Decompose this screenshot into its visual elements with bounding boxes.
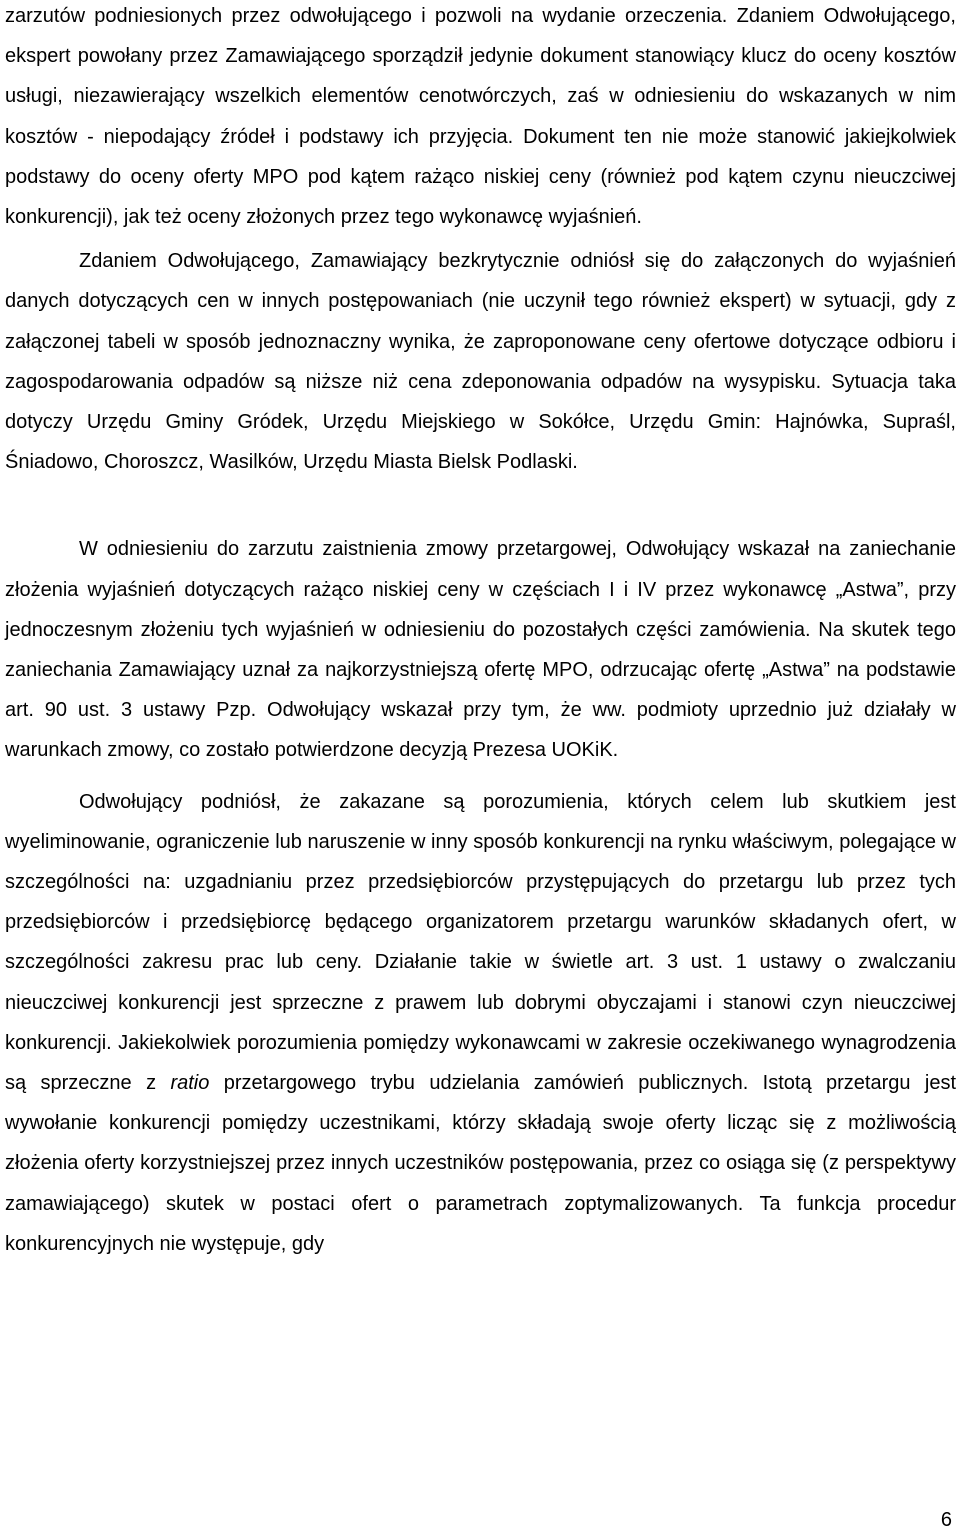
paragraph [5,0,956,237]
paragraph-text: przetargowego trybu udzielania zamówień publicznych. Istotą przetargu jest wywołanie konkurencji pomiędzy uczestnikami, którzy składają swoje oferty licząc się z możliwością złożenia oferty korzystniejszej przez innych uczestników postępowania, przez co osiąga się (z perspektywy zamawiającego) skutek w postaci ofert o parametrach zoptymalizowanych. Ta funkcja procedur konkurencyjnych nie występuje, gdy [5,1072,956,1255]
paragraph [5,782,956,1264]
page-number: 6 [940,1509,952,1531]
paragraph [5,529,956,770]
italic-term: ratio [170,1072,210,1095]
paragraph-text: zarzutów podniesionych przez odwołującego i pozwoli na wydanie orzeczenia. Zdaniem Odwołującego, ekspert powołany przez Zamawiającego sporządził jedynie dokument stanowiący klucz do oceny kosztów usługi, niezawierający wszelkich elementów cenotwórczych, zaś w odniesieniu do wskazanych w nim kosztów - niepodający źródeł i podstawy ich przyjęcia. Dokument ten nie może stanowić jakiejkolwiek podstawy do oceny oferty MPO pod kątem rażąco niskiej ceny (również pod kątem czynu nieuczciwej konkurencji), jak też oceny złożonych przez tego wykonawcę wyjaśnień. [5,5,956,229]
paragraph-text: Zdaniem Odwołującego, Zamawiający bezkrytycznie odniósł się do załączonych do wyjaśnień danych dotyczących cen w innych postępowaniach (nie uczynił tego również ekspert) w sytuacji, gdy z załączonej tabeli w sposób jednoznaczny wynika, że zaproponowane ceny ofertowe dotyczące odbioru i zagospodarowania odpadów są niższe niż cena zdeponowania odpadów na wysypisku. Sytuacja taka dotyczy Urzędu Gminy Gródek, Urzędu Miejskiego w Sokółce, Urzędu Gmin: Hajnówka, Supraśl, Śniadowo, Choroszcz, Wasilków, Urzędu Miasta Bielsk Podlaski. [5,250,956,474]
paragraph [5,241,956,482]
paragraph-text: W odniesieniu do zarzutu zaistnienia zmowy przetargowej, Odwołujący wskazał na zaniechanie złożenia wyjaśnień dotyczących rażąco niskiej ceny w częściach I i IV przez wykonawcę „Astwa”, przy jednoczesnym złożeniu tych wyjaśnień w odniesieniu do pozostałych części zamówienia. Na skutek tego zaniechania Zamawiający uznał za najkorzystniejszą ofertę MPO, odrzucając ofertę „Astwa” na podstawie art. 90 ust. 3 ustawy Pzp. Odwołujący wskazał przy tym, że ww. podmioty uprzednio już działały w warunkach zmowy, co zostało potwierdzone decyzją Prezesa UOKiK. [5,538,956,762]
document-page [5,0,956,1264]
paragraph-text: Odwołujący podniósł, że zakazane są porozumienia, których celem lub skutkiem jest wyeliminowanie, ograniczenie lub naruszenie w inny sposób konkurencji na rynku właściwym, polegające w szczególności na: uzgadnianiu przez przedsiębiorców przystępujących do przetargu lub przez tych przedsiębiorców i przedsiębiorcę będącego organizatorem przetargu warunków składanych ofert, w szczególności zakresu prac lub ceny. Działanie takie w świetle art. 3 ust. 1 ustawy o zwalczaniu nieuczciwej konkurencji jest sprzeczne z prawem lub dobrymi obyczajami i stanowi czyn nieuczciwej konkurencji. Jakiekolwiek porozumienia pomiędzy wykonawcami w zakresie oczekiwanego wynagrodzenia są sprzeczne z [5,790,956,1095]
